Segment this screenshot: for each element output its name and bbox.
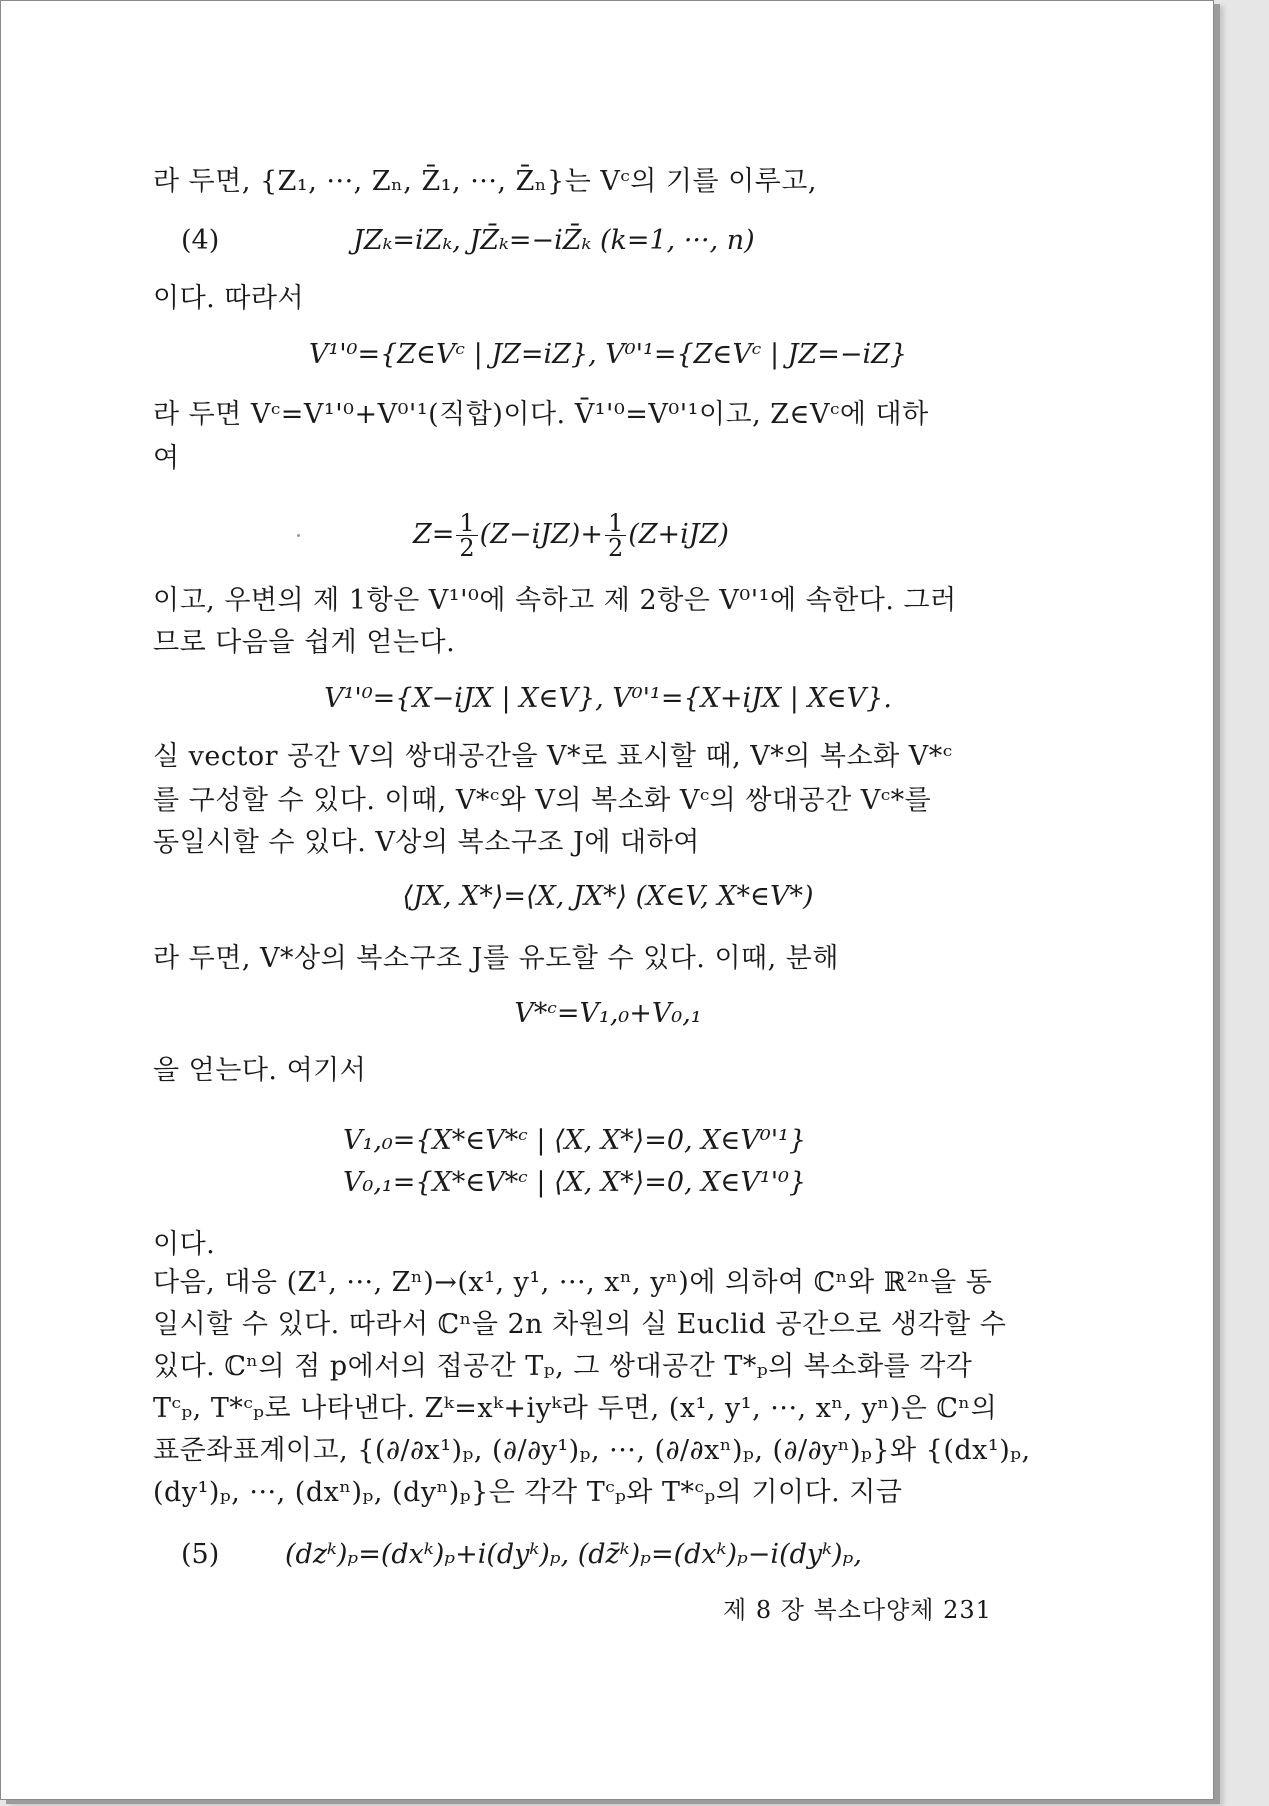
text-line-6: 여 <box>153 443 180 474</box>
equation-z-right: (Z+iJZ) <box>628 519 729 550</box>
equation-v10-alt: V¹'⁰={X−iJX | X∈V}, V⁰'¹={X+iJX | X∈V}. <box>324 683 892 714</box>
text-line-15: 라 두면, V*상의 복소구조 J를 유도할 수 있다. 이때, 분해 <box>153 943 839 974</box>
text-line-24: Tᶜₚ, T*ᶜₚ로 나타낸다. Zᵏ=xᵏ+iyᵏ라 두면, (x¹, y¹, ···, xⁿ, yⁿ)은 ℂⁿ의 <box>153 1393 998 1424</box>
equation-number-4: (4) <box>181 225 220 256</box>
equation-decomposition: V*ᶜ=V₁,₀+V₀,₁ <box>514 998 702 1029</box>
equation-v1-0: V₁,₀={X*∈V*ᶜ | ⟨X, X*⟩=0, X∈V⁰'¹} <box>343 1125 807 1156</box>
equation-z-split <box>413 511 729 560</box>
fraction-denominator-2: 2 <box>607 534 624 562</box>
fraction-half-2 <box>605 511 626 560</box>
text-line-5: 라 두면 Vᶜ=V¹'⁰+V⁰'¹(직합)이다. V̄¹'⁰=V⁰'¹이고, Z∈Vᶜ에 대하 <box>153 399 929 430</box>
equation-z-mid: (Z−iJZ)+ <box>479 519 603 550</box>
text-line-3: 이다. 따라서 <box>153 283 305 314</box>
fraction-numerator-1: 1 <box>456 511 477 536</box>
equation-4: JZₖ=iZₖ, JZ̄ₖ=−iZ̄ₖ (k=1, ···, n) <box>353 225 755 256</box>
text-line-11: 실 vector 공간 V의 쌍대공간을 V*로 표시할 때, V*의 복소화 V*ᶜ <box>153 741 953 772</box>
text-line-21: 다음, 대응 (Z¹, ···, Zⁿ)→(x¹, y¹, ···, xⁿ, yⁿ)에 의하여 ℂⁿ와 ℝ²ⁿ을 동 <box>153 1267 993 1298</box>
text-line-22: 일시할 수 있다. 따라서 ℂⁿ을 2n 차원의 실 Euclid 공간으로 생각할 수 <box>153 1309 1007 1340</box>
fraction-numerator-2: 1 <box>605 511 626 536</box>
speck <box>297 534 300 537</box>
equation-5: (dzᵏ)ₚ=(dxᵏ)ₚ+i(dyᵏ)ₚ, (dz̄ᵏ)ₚ=(dxᵏ)ₚ−i(dyᵏ)ₚ, <box>285 1539 862 1570</box>
fraction-denominator-1: 2 <box>459 534 475 562</box>
fraction-half-1 <box>456 511 477 560</box>
equation-number-5: (5) <box>181 1539 220 1570</box>
text-line-8: 이고, 우변의 제 1항은 V¹'⁰에 속하고 제 2항은 V⁰'¹에 속한다. 그러 <box>153 585 957 616</box>
text-line-13: 동일시할 수 있다. V상의 복소구조 J에 대하여 <box>153 827 700 858</box>
text-line-1: 라 두면, {Z₁, ···, Zₙ, Z̄₁, ···, Z̄ₙ}는 Vᶜ의 기를 이루고, <box>153 166 817 197</box>
text-line-26: (dy¹)ₚ, ···, (dxⁿ)ₚ, (dyⁿ)ₚ}은 각각 Tᶜₚ와 T*ᶜₚ의 기이다. 지금 <box>153 1477 903 1508</box>
equation-z-left: Z= <box>413 519 455 550</box>
text-line-17: 을 얻는다. 여기서 <box>153 1055 367 1086</box>
text-line-25: 표준좌표계이고, {(∂/∂x¹)ₚ, (∂/∂y¹)ₚ, ···, (∂/∂xⁿ)ₚ, (∂/∂yⁿ)ₚ}와 {(dx¹)ₚ, <box>153 1435 1031 1466</box>
text-line-12: 를 구성할 수 있다. 이때, V*ᶜ와 V의 복소화 Vᶜ의 쌍대공간 Vᶜ*를 <box>153 785 932 816</box>
equation-v0-1: V₀,₁={X*∈V*ᶜ | ⟨X, X*⟩=0, X∈V¹'⁰} <box>343 1167 807 1198</box>
equation-pairing: ⟨JX, X*⟩=⟨X, JX*⟩ (X∈V, X*∈V*) <box>402 881 814 912</box>
page-footer: 제 8 장 복소다양체 231 <box>723 1596 992 1624</box>
equation-v10-def: V¹'⁰={Z∈Vᶜ | JZ=iZ}, V⁰'¹={Z∈Vᶜ | JZ=−iZ} <box>308 339 908 370</box>
text-line-9: 므로 다음을 쉽게 얻는다. <box>153 627 456 658</box>
text-line-23: 있다. ℂⁿ의 점 p에서의 접공간 Tₚ, 그 쌍대공간 T*ₚ의 복소화를 각각 <box>153 1351 973 1382</box>
text-line-20: 이다. <box>153 1229 216 1260</box>
